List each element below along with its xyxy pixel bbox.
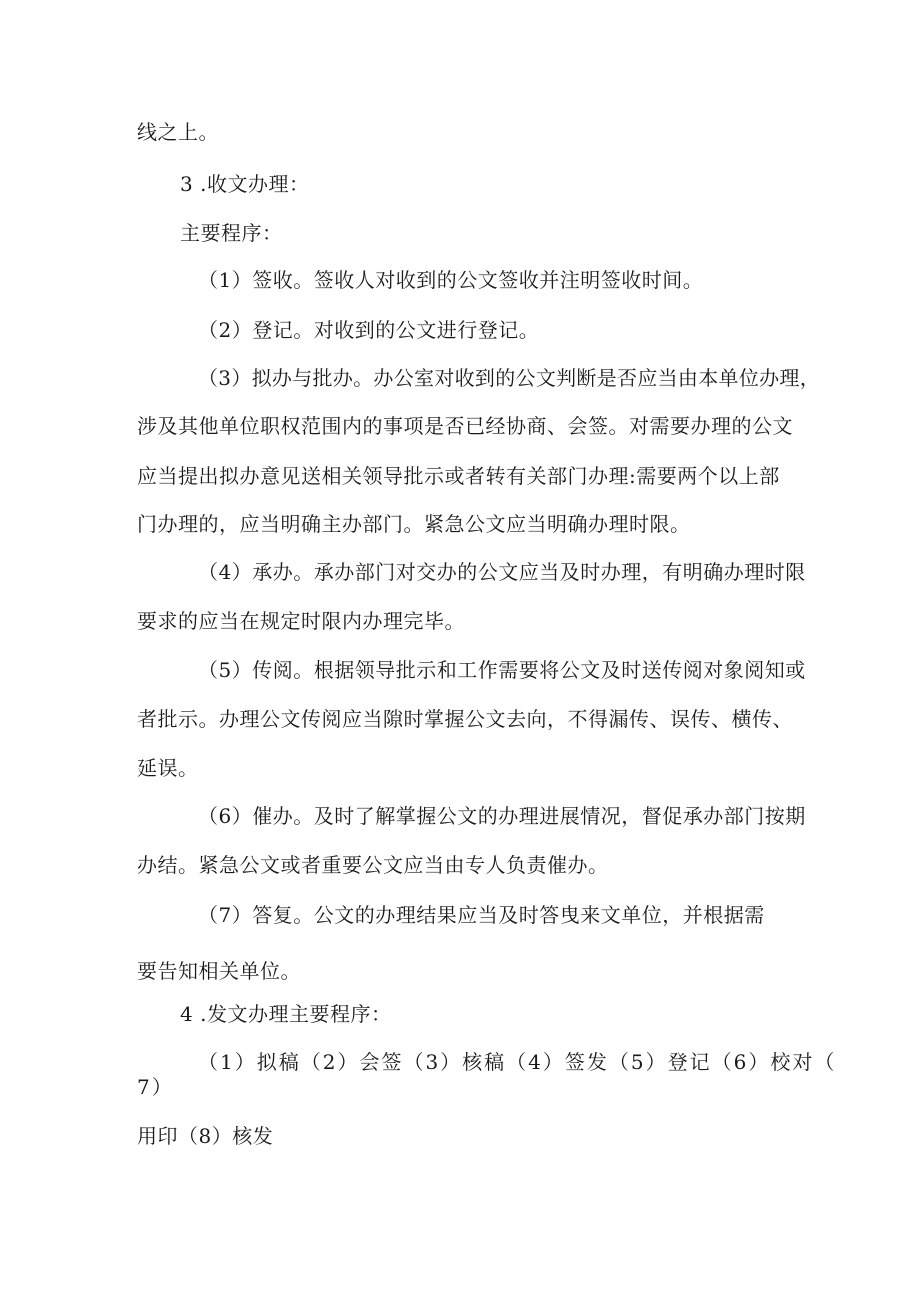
paragraph-line: 7） xyxy=(137,1075,174,1099)
subheading: 主要程序： xyxy=(180,221,283,245)
paragraph-line: 门办理的，应当明确主办部门。紧急公文应当明确办理时限。 xyxy=(137,512,691,536)
list-item: （7）答复。公文的办理结果应当及时答曳来文单位，并根据需 xyxy=(198,903,765,927)
list-item: （1）签收。签收人对收到的公文签收并注明签收时间。 xyxy=(198,268,704,292)
paragraph-line: 应当提出拟办意见送相关领导批示或者转有关部门办理:需要两个以上部 xyxy=(137,464,780,488)
paragraph-line: 要求的应当在规定时限内办理完毕。 xyxy=(137,609,465,633)
paragraph-line: 者批示。办理公文传阅应当隙时掌握公文去向，不得漏传、误传、横传、 xyxy=(137,707,793,731)
paragraph-line: 线之上。 xyxy=(137,120,219,144)
list-item: （6）催办。及时了解掌握公文的办理进展情况，督促承办部门按期 xyxy=(198,804,806,828)
list-item: （3）拟办与批办。办公室对收到的公文判断是否应当由本单位办理， xyxy=(198,366,821,390)
paragraph-line: 用印（8）核发 xyxy=(137,1124,274,1148)
paragraph-line: 要告知相关单位。 xyxy=(137,959,301,983)
paragraph-line: 涉及其他单位职权范围内的事项是否已经协商、会签。对需要办理的公文 xyxy=(137,414,793,438)
paragraph-line: 办结。紧急公文或者重要公文应当由专人负责催办。 xyxy=(137,853,609,877)
section-heading: 4 .发文办理主要程序： xyxy=(180,1002,392,1026)
section-heading: 3 .收文办理： xyxy=(180,172,310,196)
paragraph-line: 延误。 xyxy=(137,756,199,780)
list-item: （5）传阅。根据领导批示和工作需要将公文及时送传阅对象阅知或 xyxy=(198,658,806,682)
list-item: （1）拟稿（2）会签（3）核稿（4）签发（5）登记（6）校对（ xyxy=(198,1050,837,1074)
list-item: （4）承办。承办部门对交办的公文应当及时办理，有明确办理时限 xyxy=(198,560,806,584)
list-item: （2）登记。对收到的公文进行登记。 xyxy=(198,318,540,342)
